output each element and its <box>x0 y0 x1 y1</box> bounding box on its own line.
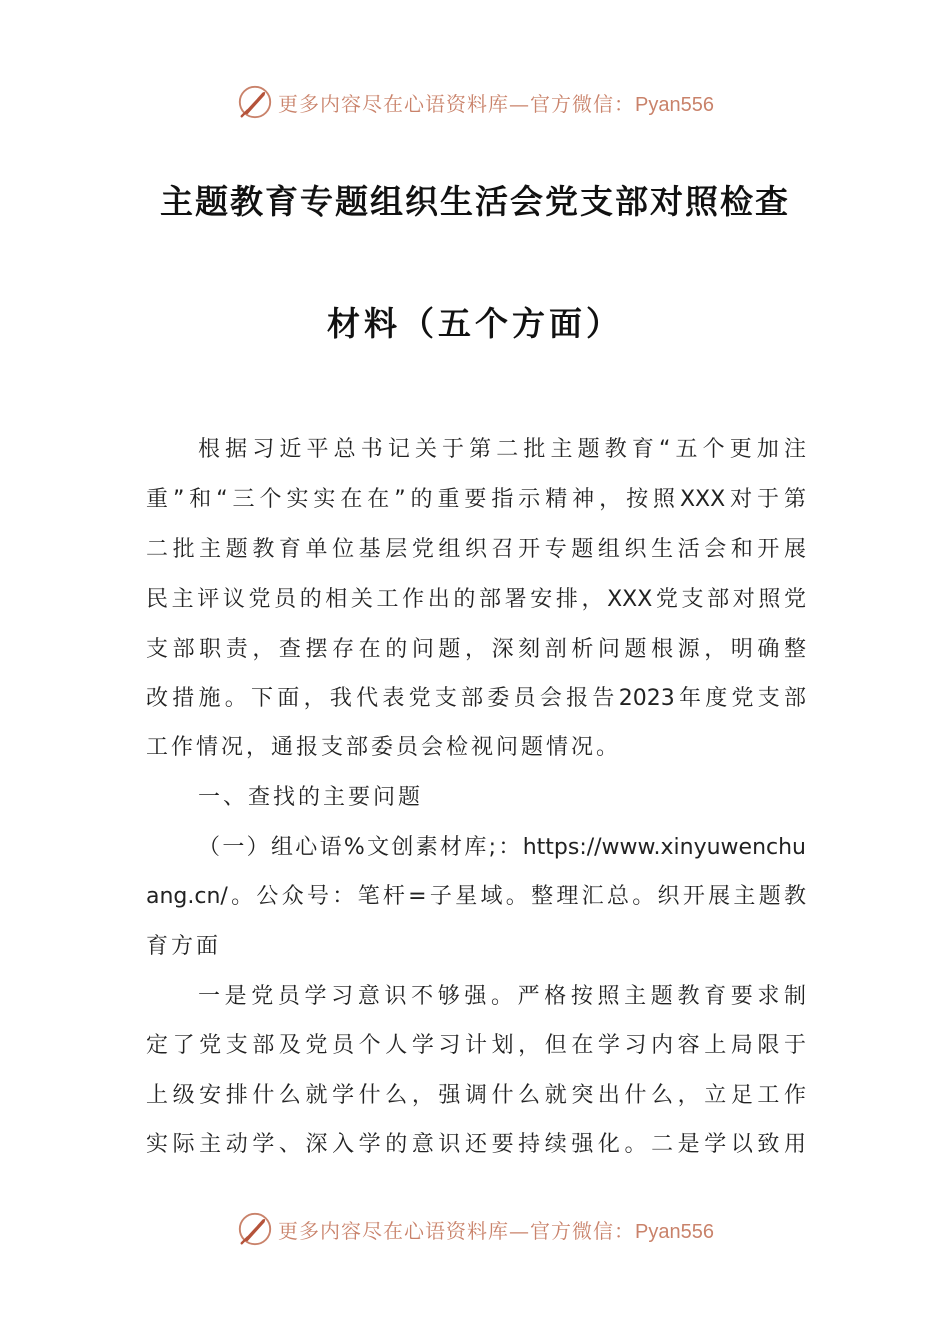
footer-watermark <box>0 1207 950 1251</box>
wechat-id: Pyan556 <box>635 93 714 116</box>
body-line-3: 二批主题教育单位基层党组织召开专题组织生活会和开展 <box>146 537 806 562</box>
watermark-text: 更多内容尽在心语资料库—官方微信：Pyan556 <box>278 1218 714 1243</box>
feather-pen-logo-icon <box>236 83 274 121</box>
feather-pen-logo-icon <box>236 1210 274 1248</box>
watermark-text: 更多内容尽在心语资料库—官方微信：Pyan556 <box>278 91 714 116</box>
document-title-line2: 材料（五个方面） <box>327 304 623 343</box>
subsection-heading-line-2: ang.cn/。公众号：笔杆=子星域。整理汇总。织开展主题教 <box>146 884 806 909</box>
body-line-9: 定了党支部及党员个人学习计划，但在学习内容上局限于 <box>146 1033 806 1058</box>
wechat-id: Pyan556 <box>635 1220 714 1243</box>
body-line-8: 一是党员学习意识不够强。严格按照主题教育要求制 <box>198 984 806 1009</box>
body-line-1: 根据习近平总书记关于第二批主题教育“五个更加注 <box>198 437 806 462</box>
body-line-10: 上级安排什么就学什么，强调什么就突出什么，立足工作 <box>146 1083 806 1108</box>
body-line-7: 工作情况，通报支部委员会检视问题情况。 <box>146 735 622 760</box>
section-heading: 一、查找的主要问题 <box>198 785 424 810</box>
header-watermark <box>0 80 950 124</box>
body-line-5: 支部职责，查摆存在的问题，深刻剖析问题根源，明确整 <box>146 637 806 662</box>
body-line-6: 改措施。下面，我代表党支部委员会报告2023年度党支部 <box>146 686 806 711</box>
body-line-4: 民主评议党员的相关工作出的部署安排，XXX党支部对照党 <box>146 587 806 612</box>
subsection-heading-line-3: 育方面 <box>146 934 222 959</box>
subsection-heading-line-1: （一）组心语%文创素材库;：https://www.xinyuwenchu <box>198 835 806 860</box>
body-line-11: 实际主动学、深入学的意识还要持续强化。二是学以致用 <box>146 1132 806 1157</box>
body-line-2: 重”和“三个实实在在”的重要指示精神，按照XXX对于第 <box>146 487 806 512</box>
document-title-line1: 主题教育专题组织生活会党支部对照检查 <box>160 182 790 221</box>
